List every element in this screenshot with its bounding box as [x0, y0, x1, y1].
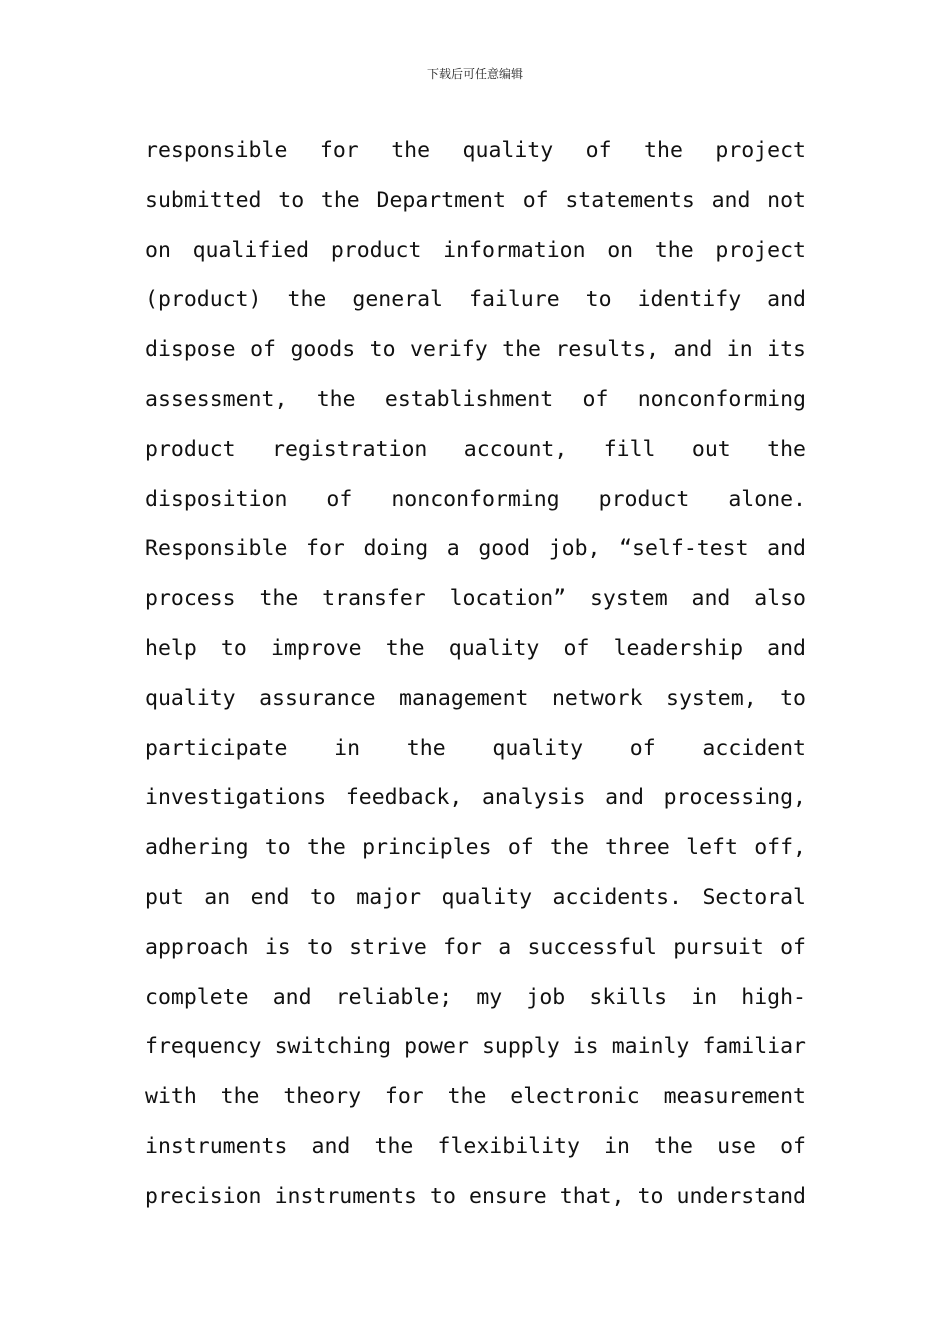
text-line: process the transfer location” system and also [145, 586, 806, 612]
text-line: quality assurance management network system, to [145, 685, 806, 711]
text-line: assessment, the establishment of nonconforming [145, 386, 806, 412]
page-header: 下载后可任意编辑 [426, 67, 523, 81]
text-line: dispose of goods to verify the results, and in its [145, 337, 806, 363]
text-line: complete and reliable; my job skills in high- [145, 984, 806, 1010]
text-line: product registration account, fill out the [145, 436, 806, 462]
body-text [145, 126, 806, 1222]
text-line: responsible for the quality of the project [145, 138, 806, 163]
text-line: precision instruments to ensure that, to understand [145, 1183, 806, 1209]
text-line: Responsible for doing a good job, “self-test and [145, 536, 806, 562]
text-line: (product) the general failure to identify and [145, 287, 806, 313]
text-line: submitted to the Department of statements and not [145, 187, 806, 213]
text-line: help to improve the quality of leadership and [145, 635, 806, 661]
text-line: disposition of nonconforming product alone. [145, 486, 806, 512]
text-line: on qualified product information on the project [145, 237, 806, 263]
text-line: adhering to the principles of the three left off, [145, 835, 806, 861]
text-line: put an end to major quality accidents. Sectoral [145, 884, 806, 910]
text-line: instruments and the flexibility in the use of [145, 1133, 806, 1159]
text-line: participate in the quality of accident [145, 735, 806, 761]
text-line: approach is to strive for a successful pursuit of [145, 934, 806, 960]
text-line: with the theory for the electronic measurement [145, 1084, 806, 1110]
text-line: investigations feedback, analysis and processing, [145, 785, 806, 811]
text-line: frequency switching power supply is mainly familiar [145, 1034, 806, 1060]
